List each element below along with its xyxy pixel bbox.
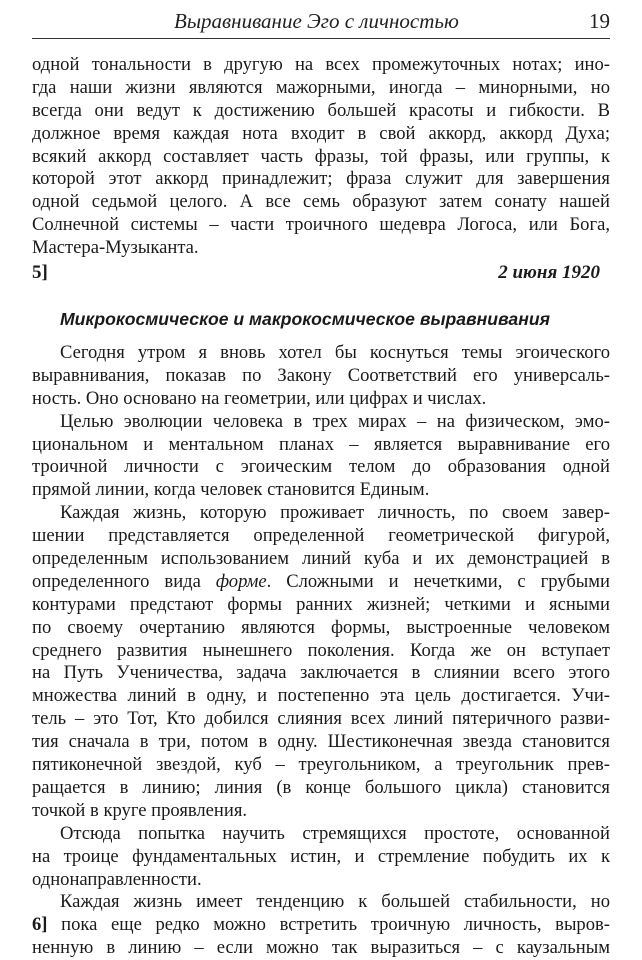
text-line: однонаправленности. xyxy=(32,868,202,890)
text-line: прямой линии, когда человек становится Единым. xyxy=(32,479,430,501)
entry-date: 2 июня 1920 xyxy=(498,262,600,284)
header-rule xyxy=(32,38,610,39)
text-line xyxy=(32,914,610,937)
text-line: ность. Оно основано на геометрии, или цифрах и числах. xyxy=(32,387,487,409)
paragraph xyxy=(32,891,610,960)
italic-term: форме xyxy=(215,570,267,592)
text-run: определенного вида xyxy=(32,570,216,592)
text-line: одной седьмой целого. А все семь образуют затем сонату нашей xyxy=(32,191,610,213)
paragraph xyxy=(32,342,610,411)
text-line: всякий аккорд составляет часть фразы, той фразы, или группы, к xyxy=(32,145,610,167)
text-line: множества линий в одну, и постепенно эта цель достигается. Учи- xyxy=(32,685,610,707)
text-line: троичной личности с эгоическим телом до образования одной xyxy=(32,456,610,478)
running-title: Выравнивание Эго с личностью xyxy=(174,9,459,33)
text-line: определенным использованием линий куба и их демонстрацией в xyxy=(32,548,610,570)
text-line: ненную в линию – если можно так выразиться – с каузальным xyxy=(32,937,610,959)
text-line: циональном и ментальном планах – является выравнивание его xyxy=(32,433,610,455)
paragraph xyxy=(32,502,610,822)
section-number: 5] xyxy=(32,262,48,284)
paragraph xyxy=(32,823,610,892)
section-heading: Микрокосмическое и макрокосмическое выравнивания xyxy=(60,309,550,330)
text-line: должное время каждая нота входит в свой аккорд, аккорд Духа; xyxy=(32,122,610,144)
text-line: среднего развития нынешнего поколения. Когда же он вступает xyxy=(32,639,610,661)
text-line: Каждая жизнь имеет тенденцию к большей стабильности, но xyxy=(60,891,610,913)
text-line: на троице фундаментальных истин, и стремление побудить их к xyxy=(32,845,610,867)
text-line: тия сначала в три, потом в одну. Шестиконечная звезда становится xyxy=(32,731,610,753)
text-line: Солнечной системы – части троичного шедевра Логоса, или Бога, xyxy=(32,214,610,236)
paragraph xyxy=(32,411,610,503)
text-line: Целью эволюции человека в трех мирах – на физическом, эмо- xyxy=(60,410,610,432)
text-run: . Сложными и нечеткими, с грубыми xyxy=(266,570,610,592)
text-line: всегда они ведут к достижению большей красоты и гибкости. В xyxy=(32,99,610,121)
text-line: точкой в круге проявления. xyxy=(32,799,248,821)
text-line xyxy=(32,571,610,594)
text-line: Мастера-Музыканта. xyxy=(32,237,199,259)
text-run: пока еще редко можно встретить троичную личность, выров- xyxy=(47,914,610,936)
text-line: тель – это Тот, Кто добился слияния всех линий пятеричного разви- xyxy=(32,708,610,730)
text-line: выравнивания, показав по Закону Соответствий его универсаль- xyxy=(32,364,610,386)
text-line: на Путь Ученичества, задача заключается в слиянии всего этого xyxy=(32,662,610,684)
text-line: Каждая жизнь, которую проживает личность, по своем завер- xyxy=(60,502,610,524)
page-body xyxy=(32,54,610,960)
text-line: Сегодня утром я вновь хотел бы коснуться темы эгоического xyxy=(60,342,610,364)
entry-header xyxy=(32,262,610,288)
text-line: контурами предстают формы ранних жизней; четкими и ясными xyxy=(32,593,610,615)
text-line: ращается в линию; линия (в конце большого цикла) становится xyxy=(32,776,610,798)
text-line: шении представляется определенной геометрической фигурой, xyxy=(32,525,610,547)
section-number-inline: 6] xyxy=(32,914,48,936)
paragraph-continued xyxy=(32,54,610,260)
text-line: которой этот аккорд принадлежит; фраза служит для завершения xyxy=(32,168,610,190)
text-line: пятиконечной звездой, куб – треугольником, а треугольник прев- xyxy=(32,754,610,776)
text-line: по своему очертанию являются формы, выстроенные человеком xyxy=(32,616,610,638)
running-header xyxy=(32,6,610,36)
page-number: 19 xyxy=(589,9,610,33)
text-line: Отсюда попытка научить стремящихся простоте, основанной xyxy=(60,822,610,844)
text-line: гда наши жизни являются мажорными, иногда – минорными, но xyxy=(32,76,610,98)
text-line: одной тональности в другую на всех промежуточных нотах; ино- xyxy=(32,54,610,75)
